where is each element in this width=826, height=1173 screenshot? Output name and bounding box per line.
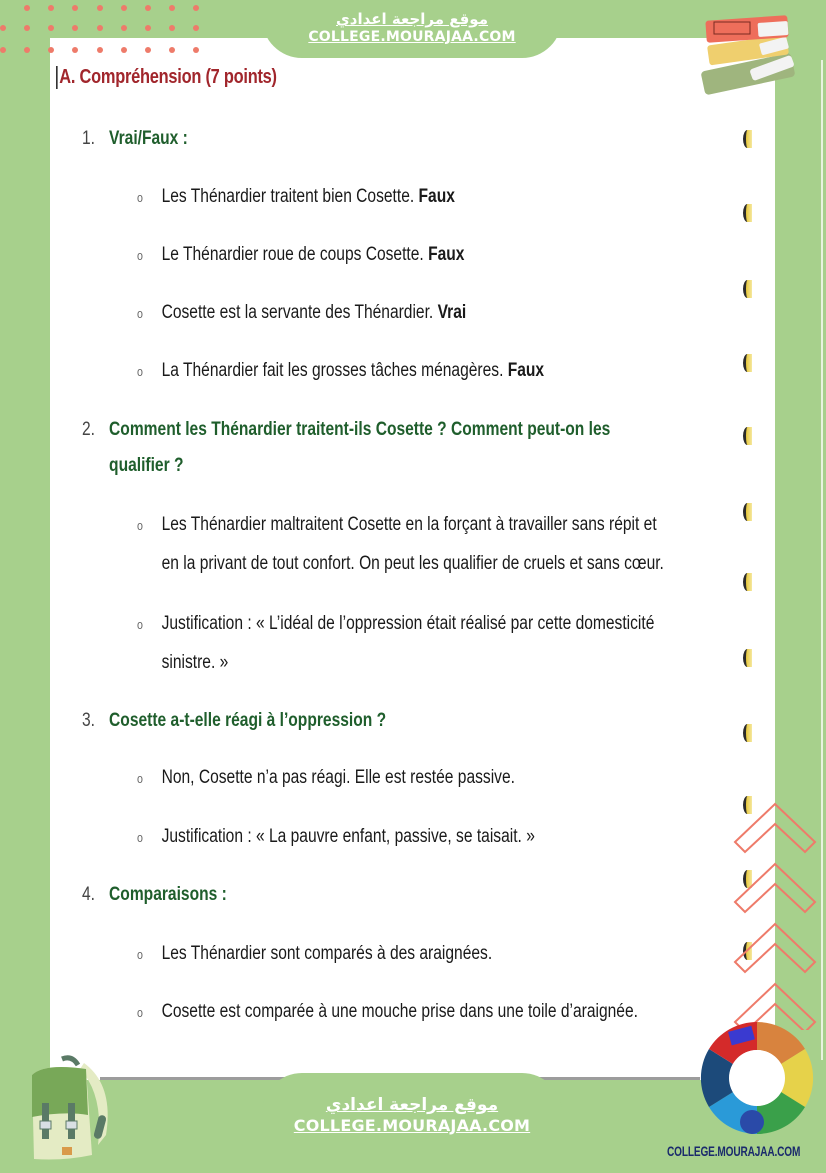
question-text: Vrai/Faux :: [109, 128, 188, 149]
backpack-icon: [14, 1055, 114, 1165]
answer-label: Faux: [418, 186, 455, 207]
bullet-icon: o: [137, 1005, 143, 1020]
list-item: o La Thénardier fait les grosses tâches ménagères. Faux: [137, 352, 544, 391]
question-text: Cosette a-t-elle réagi à l’oppression ?: [109, 710, 387, 731]
answer-label: Faux: [428, 244, 465, 265]
footer-site-name[interactable]: موقع مراجعة اعدادي: [325, 1095, 499, 1115]
answer-label: Vrai: [437, 302, 467, 323]
side-mark-icon: [743, 503, 752, 521]
question-2: [82, 412, 610, 484]
bullet-icon: o: [137, 190, 143, 205]
chevron-up-icon: [733, 790, 823, 1030]
header-site-link[interactable]: COLLEGE.MOURAJAA.COM: [308, 29, 516, 45]
question-text: Comment les Thénardier traitent-ils Cosette ? Comment peut-on les: [109, 419, 611, 440]
question-1: [82, 121, 188, 157]
list-item: o Le Thénardier roue de coups Cosette. Faux: [137, 236, 464, 275]
bullet-icon: o: [137, 947, 143, 962]
bullet-icon: o: [137, 364, 143, 379]
answer-label: Faux: [507, 360, 545, 381]
bullet-icon: o: [137, 617, 143, 632]
side-mark-icon: [743, 724, 752, 742]
footer-banner[interactable]: [262, 1073, 562, 1173]
question-3: [82, 703, 386, 739]
logo-caption: COLLEGE.MOURAJAA.COM: [667, 1143, 801, 1159]
question-number: 3.: [82, 710, 96, 731]
bullet-icon: o: [137, 518, 143, 533]
list-item: o Les Thénardier maltraitent Cosette en la forçant à travailler sans répit et en la privant de tout confort. On peut les qualifier de cruels et sans cœur.: [137, 506, 664, 583]
question-text: Comparaisons :: [109, 884, 227, 905]
side-mark-icon: [743, 573, 752, 591]
side-mark-icon: [743, 649, 752, 667]
bullet-icon: o: [137, 248, 143, 263]
list-item: o Cosette est la servante des Thénardier. Vrai: [137, 294, 466, 333]
question-number: 1.: [82, 128, 96, 149]
side-mark-icon: [743, 427, 752, 445]
question-number: 4.: [82, 884, 96, 905]
side-mark-icon: [743, 204, 752, 222]
list-item: o Les Thénardier traitent bien Cosette. Faux: [137, 178, 455, 217]
books-stack-icon: [690, 10, 805, 95]
list-item: o Cosette est comparée à une mouche prise dans une toile d’araignée.: [137, 993, 638, 1032]
site-logo-icon: [695, 1020, 820, 1140]
side-mark-icon: [743, 130, 752, 148]
footer-site-link[interactable]: COLLEGE.MOURAJAA.COM: [293, 1116, 531, 1135]
list-item: o Non, Cosette n’a pas réagi. Elle est restée passive.: [137, 759, 515, 798]
side-mark-icon: [743, 354, 752, 372]
bullet-icon: o: [137, 830, 143, 845]
side-mark-icon: [743, 280, 752, 298]
list-item: o Justification : « L’idéal de l’oppression était réalisé par cette domesticité sinistre. »: [137, 605, 654, 682]
header-banner[interactable]: [262, 0, 562, 58]
question-number: 2.: [82, 419, 96, 440]
question-text-continued: qualifier ?: [109, 455, 184, 476]
bullet-icon: o: [137, 306, 143, 321]
question-4: [82, 877, 227, 913]
bullet-icon: o: [137, 771, 143, 786]
header-site-name[interactable]: موقع مراجعة اعدادي: [336, 10, 488, 28]
section-title: A. Compréhension (7 points): [56, 66, 277, 89]
list-item: o Les Thénardier sont comparés à des araignées.: [137, 935, 492, 974]
list-item: o Justification : « La pauvre enfant, passive, se taisait. »: [137, 818, 535, 857]
